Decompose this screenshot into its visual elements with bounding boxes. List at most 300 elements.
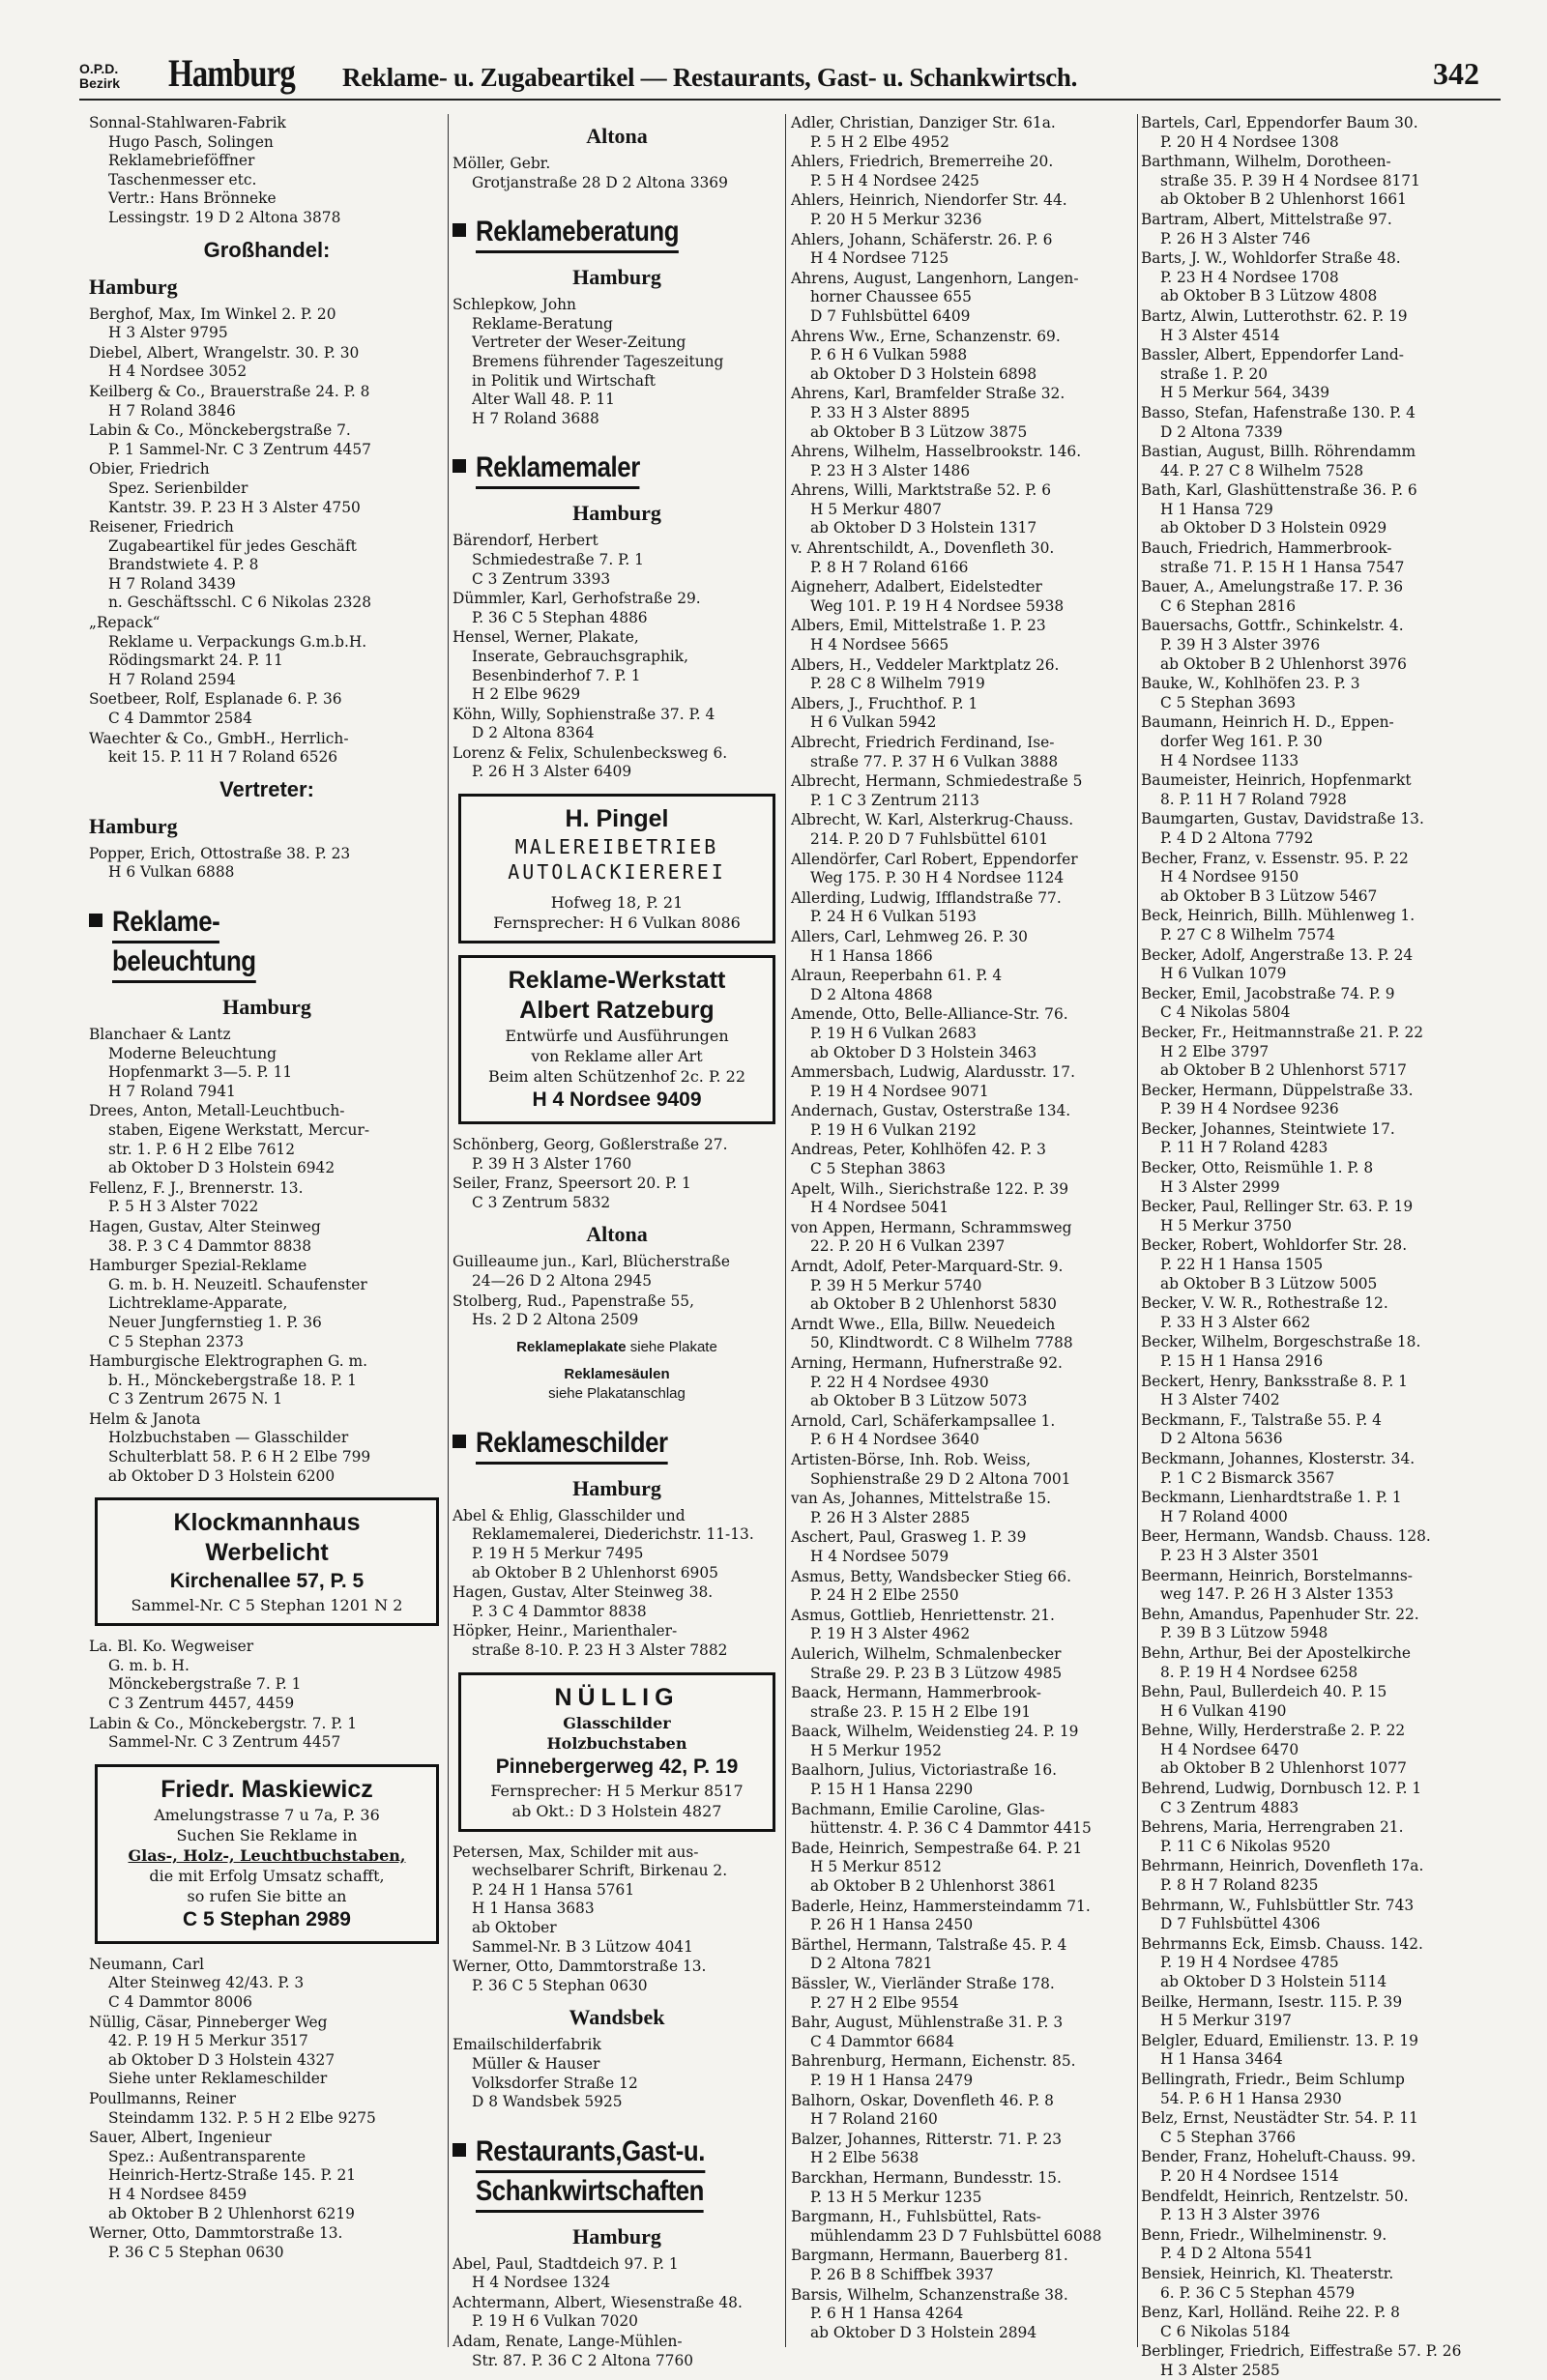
entry-name-line: Drees, Anton, Metall-Leuchtbuch- xyxy=(89,1102,345,1120)
directory-entry xyxy=(1141,114,1520,152)
entry-detail-line: P. 33 H 3 Alster 8895 xyxy=(810,403,971,421)
city-heading: Hamburg xyxy=(89,274,178,299)
directory-entry xyxy=(1141,1236,1520,1293)
directory-entry xyxy=(1141,1606,1520,1643)
entry-detail-line: Bremens führender Tageszeitung xyxy=(472,352,724,370)
ad-line: Albert Ratzeburg xyxy=(519,997,715,1025)
entry-name-line: Arnold, Carl, Schäferkampsallee 1. xyxy=(791,1411,1056,1430)
entry-detail-line: P. 1 Sammel-Nr. C 3 Zentrum 4457 xyxy=(108,440,371,458)
entry-name-line: Behn, Paul, Bullerdeich 40. P. 15 xyxy=(1141,1683,1387,1701)
entry-detail-line: ab Oktober B 2 Uhlenhorst 6219 xyxy=(108,2204,355,2222)
directory-entry xyxy=(89,614,445,689)
entry-detail-line: H 4 Nordsee 1133 xyxy=(1160,751,1299,769)
entry-detail-line: Str. 87. P. 36 C 2 Altona 7760 xyxy=(472,2351,694,2369)
directory-entry xyxy=(452,1958,781,1995)
page-number: 342 xyxy=(1433,56,1479,91)
entry-detail-line: H 3 Alster 2585 xyxy=(1160,2361,1280,2379)
directory-entry xyxy=(791,1936,1139,1974)
entry-detail-line: P. 20 H 4 Nordsee 1514 xyxy=(1160,2166,1339,2185)
entry-name-line: Hamburger Spezial-Reklame xyxy=(89,1257,307,1275)
entry-detail-line: H 5 Merkur 3750 xyxy=(1160,1216,1292,1234)
entry-name-line: Diebel, Albert, Wrangelstr. 30. P. 30 xyxy=(89,343,360,362)
entry-detail-line: in Politik und Wirtschaft xyxy=(472,371,656,390)
directory-entry xyxy=(89,1179,445,1217)
entry-name-line: Bellingrath, Friedr., Beim Schlump xyxy=(1141,2070,1405,2088)
directory-entry xyxy=(1141,578,1520,616)
directory-entry xyxy=(89,2090,445,2128)
directory-entry xyxy=(1141,1411,1520,1449)
entry-detail-line: ab Oktober D 3 Holstein 4327 xyxy=(108,2050,336,2069)
entry-detail-line: D 2 Altona 7821 xyxy=(810,1955,933,1973)
entry-name-line: Bärendorf, Herbert xyxy=(452,532,598,550)
ad-klockmannhaus xyxy=(95,1497,439,1626)
entry-name-line: Benz, Karl, Holländ. Reihe 22. P. 8 xyxy=(1141,2304,1400,2322)
directory-entry xyxy=(1141,2071,1520,2108)
directory-entry xyxy=(791,1801,1139,1839)
directory-entry xyxy=(791,2131,1139,2168)
entry-detail-line: P. 39 B 3 Lützow 5948 xyxy=(1160,1624,1328,1642)
entry-name-line: Bargmann, H., Fuhlsbüttel, Rats- xyxy=(791,2208,1041,2226)
entry-name-line: Werner, Otto, Dammtorstraße 13. xyxy=(89,2224,343,2243)
directory-entry xyxy=(1141,1722,1520,1779)
directory-entry xyxy=(791,1005,1139,1062)
directory-entry xyxy=(791,1723,1139,1760)
ad-line: Holzbuchstaben xyxy=(546,1733,687,1753)
entry-detail-line: H 1 Hansa 729 xyxy=(1160,500,1273,518)
ad-line: Glasschilder xyxy=(563,1713,671,1732)
ad-line: NÜLLIG xyxy=(554,1683,680,1711)
directory-entry xyxy=(791,1528,1139,1566)
entry-detail-line: P. 19 H 3 Alster 4962 xyxy=(810,1625,971,1643)
directory-entry xyxy=(791,1102,1139,1140)
entry-name-line: Behne, Willy, Herderstraße 2. P. 22 xyxy=(1141,1722,1406,1740)
entry-name-line: Bendfeldt, Heinrich, Rentzelstr. 50. xyxy=(1141,2187,1409,2205)
entry-detail-line: H 7 Roland 3688 xyxy=(472,409,599,427)
entry-detail-line: H 6 Vulkan 6888 xyxy=(108,863,235,882)
entry-detail-line: P. 11 H 7 Roland 4283 xyxy=(1160,1139,1328,1157)
directory-entry xyxy=(791,1412,1139,1450)
ad-line: C 5 Stephan 2989 xyxy=(183,1907,351,1930)
column-2 xyxy=(452,114,781,2369)
directory-entry xyxy=(791,656,1139,694)
entry-name-line: Achtermann, Albert, Wiesenstraße 48. xyxy=(452,2293,743,2311)
directory-entry xyxy=(791,481,1139,538)
entry-detail-line: Lichtreklame-Apparate, xyxy=(108,1294,288,1313)
city-heading: Altona xyxy=(586,1222,648,1247)
entry-detail-line: Spez.: Außentransparente xyxy=(108,2147,306,2165)
entry-detail-line: C 4 Nikolas 5804 xyxy=(1160,1003,1291,1022)
column-divider xyxy=(785,114,786,2347)
city-heading: Hamburg xyxy=(222,995,311,1019)
directory-entry xyxy=(452,2036,781,2111)
directory-entry xyxy=(89,383,445,421)
entry-name-line: Schönberg, Georg, Goßlerstraße 27. xyxy=(452,1136,728,1154)
directory-entry xyxy=(1141,771,1520,809)
entry-name-line: La. Bl. Ko. Wegweiser xyxy=(89,1638,254,1656)
entry-name-line: Popper, Erich, Ottostraße 38. P. 23 xyxy=(89,844,351,862)
directory-entry xyxy=(89,1102,445,1177)
ad-line: Fernsprecher: H 6 Vulkan 8086 xyxy=(493,914,741,933)
entry-detail-line: H 7 Roland 3439 xyxy=(108,574,236,593)
entry-name-line: Labin & Co., Mönckebergstraße 7. xyxy=(89,421,351,440)
section-reklameschilder xyxy=(452,1425,781,1465)
entry-detail-line: C 5 Stephan 3693 xyxy=(1160,693,1297,711)
directory-entry xyxy=(791,1684,1139,1722)
entry-detail-line: D 2 Altona 7339 xyxy=(1160,422,1283,441)
directory-entry xyxy=(89,1352,445,1409)
entry-name-line: Arndt Wwe., Ella, Billw. Neuedeich xyxy=(791,1315,1056,1333)
entry-detail-line: C 5 Stephan 3766 xyxy=(1160,2128,1297,2146)
entry-name-line: Nüllig, Cäsar, Pinneberger Weg xyxy=(89,2013,328,2031)
entry-detail-line: C 3 Zentrum 3393 xyxy=(472,569,611,588)
directory-entry xyxy=(1141,2342,1520,2380)
entry-name-line: Poullmanns, Reiner xyxy=(89,2089,237,2107)
entry-name-line: Berghof, Max, Im Winkel 2. P. 20 xyxy=(89,305,336,323)
entry-name-line: Emailschilderfabrik xyxy=(452,2036,601,2054)
entry-name-line: Baumeister, Heinrich, Hopfenmarkt xyxy=(1141,771,1412,790)
entry-detail-line: Hugo Pasch, Solingen xyxy=(108,132,274,151)
entry-name-line: Möller, Gebr. xyxy=(452,155,551,172)
entry-name-line: Becker, V. W. R., Rothestraße 12. xyxy=(1141,1294,1388,1313)
section-restaurants xyxy=(452,2133,781,2213)
directory-entry xyxy=(452,2255,781,2293)
entry-name-line: Behrmann, W., Fuhlsbüttler Str. 743 xyxy=(1141,1896,1415,1914)
ad-line: H 4 Nordsee 9409 xyxy=(532,1088,702,1112)
entry-detail-line: Straße 29. P. 23 B 3 Lützow 4985 xyxy=(810,1664,1063,1682)
directory-entry xyxy=(791,1258,1139,1315)
directory-entry xyxy=(791,191,1139,229)
directory-entry xyxy=(791,231,1139,269)
entry-detail-line: ab Oktober D 3 Holstein 6942 xyxy=(108,1159,336,1177)
entry-name-line: Bässler, W., Vierländer Straße 178. xyxy=(791,1975,1055,1992)
entry-detail-line: ab Oktober D 3 Holstein 6898 xyxy=(810,364,1037,383)
entry-detail-line: staben, Eigene Werkstatt, Mercur- xyxy=(108,1120,370,1139)
directory-entry xyxy=(1141,1818,1520,1856)
directory-entry xyxy=(791,2092,1139,2130)
entry-detail-line: Weg 101. P. 19 H 4 Nordsee 5938 xyxy=(810,596,1065,615)
entry-name-line: Becker, Adolf, Angerstraße 13. P. 24 xyxy=(1141,945,1414,964)
entry-name-line: Baack, Hermann, Hammerbrook- xyxy=(791,1684,1041,1702)
directory-entry xyxy=(1141,539,1520,577)
entry-name-line: Bahrenburg, Hermann, Eichenstr. 85. xyxy=(791,2052,1076,2071)
directory-entry xyxy=(791,1975,1139,2013)
entry-detail-line: straße 1. P. 20 xyxy=(1160,364,1269,383)
entry-name-line: Behrens, Maria, Herrengraben 21. xyxy=(1141,1818,1404,1837)
directory-entry xyxy=(452,1583,781,1621)
entry-name-line: Aschert, Paul, Grasweg 1. P. 39 xyxy=(791,1528,1027,1547)
entry-name-line: Dümmler, Karl, Gerhofstraße 29. xyxy=(452,590,701,608)
entry-name-line: Ahlers, Friedrich, Bremerreihe 20. xyxy=(791,153,1054,171)
ad-nuellig xyxy=(458,1672,775,1832)
entry-name-line: Andreas, Peter, Kohlhöfen 42. P. 3 xyxy=(791,1141,1046,1159)
directory-entry xyxy=(1141,1198,1520,1235)
entry-detail-line: 50, Klindtwordt. C 8 Wilhelm 7788 xyxy=(810,1334,1073,1352)
ad-line: Friedr. Maskiewicz xyxy=(161,1775,373,1803)
directory-entry xyxy=(1141,907,1520,944)
directory-entry xyxy=(89,460,445,517)
directory-entry xyxy=(791,1219,1139,1257)
entry-detail-line: H 1 Hansa 3683 xyxy=(472,1900,595,1918)
entry-name-line: Aulerich, Wilhelm, Schmalenbecker xyxy=(791,1644,1062,1663)
ad-pingel xyxy=(458,794,775,943)
section-bullet xyxy=(452,223,466,237)
entry-detail-line: P. 20 H 4 Nordsee 1308 xyxy=(1160,132,1339,151)
entry-detail-line: P. 5 H 3 Alster 7022 xyxy=(108,1198,259,1216)
entry-detail-line: P. 1 C 3 Zentrum 2113 xyxy=(810,791,979,809)
entry-name-line: Adam, Renate, Lange-Mühlen- xyxy=(452,2333,683,2351)
entry-detail-line: 6. P. 36 C 5 Stephan 4579 xyxy=(1160,2283,1356,2302)
directory-entry xyxy=(791,1180,1139,1218)
entry-name-line: Baderle, Heinz, Hammersteindamm 71. xyxy=(791,1897,1091,1915)
entry-detail-line: dorfer Weg 161. P. 30 xyxy=(1160,733,1323,750)
entry-name-line: Allendörfer, Carl Robert, Eppendorfer xyxy=(791,850,1078,868)
directory-entry xyxy=(1141,617,1520,674)
directory-entry xyxy=(1141,985,1520,1023)
directory-entry xyxy=(452,706,781,743)
entry-detail-line: P. 39 H 3 Alster 1760 xyxy=(472,1154,632,1173)
directory-entry xyxy=(1141,1024,1520,1081)
directory-entry xyxy=(791,617,1139,654)
directory-entry xyxy=(452,1175,781,1212)
entry-name-line: Aigneherr, Adalbert, Eidelstedter xyxy=(791,578,1042,596)
entry-detail-line: P. 19 H 4 Nordsee 9071 xyxy=(810,1082,989,1100)
entry-name-line: Balhorn, Oskar, Dovenfleth 46. P. 8 xyxy=(791,2091,1054,2109)
directory-entry xyxy=(1141,211,1520,248)
directory-entry xyxy=(1141,1333,1520,1371)
directory-entry xyxy=(89,690,445,728)
entry-detail-line: P. 22 H 4 Nordsee 4930 xyxy=(810,1373,989,1391)
entry-name-line: Behn, Arthur, Bei der Apostelkirche xyxy=(1141,1643,1411,1662)
entry-detail-line: ab Oktober D 3 Holstein 1317 xyxy=(810,519,1037,537)
entry-name-line: Barthmann, Wilhelm, Dorotheen- xyxy=(1141,153,1391,171)
entry-detail-line: P. 24 H 2 Elbe 2550 xyxy=(810,1586,959,1605)
entry-name-line: Berblinger, Friedrich, Eiffestraße 57. P. 26 xyxy=(1141,2342,1462,2361)
entry-detail-line: 38. P. 3 C 4 Dammtor 8838 xyxy=(108,1236,311,1255)
entry-name-line: Bartram, Albert, Mittelstraße 97. xyxy=(1141,210,1392,228)
directory-entry xyxy=(791,734,1139,771)
entry-name-line: Albrecht, W. Karl, Alsterkrug-Chauss. xyxy=(791,811,1074,829)
directory-entry xyxy=(1141,2109,1520,2147)
entry-name-line: Lorenz & Felix, Schulenbecksweg 6. xyxy=(452,743,728,762)
entry-name-line: Beckmann, Lienhardtstraße 1. P. 1 xyxy=(1141,1489,1402,1507)
entry-name-line: Becker, Paul, Rellinger Str. 63. P. 19 xyxy=(1141,1198,1414,1216)
entry-name-line: Belgler, Eduard, Emilienstr. 13. P. 19 xyxy=(1141,2031,1418,2049)
entry-name-line: Arning, Hermann, Hufnerstraße 92. xyxy=(791,1354,1063,1372)
entry-detail-line: H 4 Nordsee 5079 xyxy=(810,1547,949,1565)
entry-detail-line: Vertr.: Hans Brönneke xyxy=(108,189,277,208)
entry-name-line: Artisten-Börse, Inh. Rob. Weiss, xyxy=(791,1450,1032,1468)
directory-entry xyxy=(1141,1993,1520,2031)
entry-detail-line: H 4 Nordsee 1324 xyxy=(472,2274,611,2292)
entry-name-line: Hagen, Gustav, Alter Steinweg xyxy=(89,1217,321,1235)
column-divider xyxy=(448,114,449,2347)
entry-detail-line: H 4 Nordsee 9150 xyxy=(1160,868,1299,886)
directory-entry xyxy=(89,730,445,768)
entry-detail-line: H 2 Elbe 9629 xyxy=(472,685,581,704)
directory-entry xyxy=(89,2014,445,2089)
entry-name-line: Albrecht, Hermann, Schmiedestraße 5 xyxy=(791,772,1083,791)
entry-name-line: Guilleaume jun., Karl, Blücherstraße xyxy=(452,1253,730,1271)
vertreter-heading: Vertreter: xyxy=(219,776,314,801)
directory-entry xyxy=(1141,2032,1520,2070)
entry-detail-line: C 6 Stephan 2816 xyxy=(1160,596,1297,615)
directory-entry xyxy=(1141,2304,1520,2341)
entry-detail-line: P. 24 H 1 Hansa 5761 xyxy=(472,1880,635,1899)
entry-detail-line: H 4 Nordsee 3052 xyxy=(108,363,248,381)
entry-detail-line: ab Oktober B 2 Uhlenhorst 6905 xyxy=(472,1563,718,1582)
directory-entry xyxy=(1141,1450,1520,1488)
directory-entry xyxy=(452,1253,781,1291)
entry-name-line: Höpker, Heinr., Marienthaler- xyxy=(452,1622,678,1640)
directory-entry xyxy=(1141,810,1520,848)
directory-entry xyxy=(452,1622,781,1660)
directory-entry xyxy=(791,1316,1139,1353)
directory-entry xyxy=(452,155,781,192)
entry-detail-line: P. 3 C 4 Dammtor 8838 xyxy=(472,1602,647,1620)
entry-name-line: Hensel, Werner, Plakate, xyxy=(452,628,639,647)
entry-detail-line: ab Oktober B 2 Uhlenhorst 5830 xyxy=(810,1295,1057,1314)
directory-entry xyxy=(791,1607,1139,1644)
directory-entry xyxy=(1141,1082,1520,1119)
entry-detail-line: H 6 Vulkan 5942 xyxy=(810,713,937,732)
entry-detail-line: P. 20 H 5 Merkur 3236 xyxy=(810,210,982,228)
entry-name-line: Andernach, Gustav, Osterstraße 134. xyxy=(791,1102,1071,1120)
directory-entry xyxy=(1141,1567,1520,1605)
directory-entry xyxy=(1141,1489,1520,1526)
entry-name-line: Allers, Carl, Lehmweg 26. P. 30 xyxy=(791,927,1028,945)
entry-name-line: Reisener, Friedrich xyxy=(89,518,234,537)
entry-detail-line: D 8 Wandsbek 5925 xyxy=(472,2093,623,2111)
entry-name-line: Apelt, Wilh., Sierichstraße 122. P. 39 xyxy=(791,1179,1068,1198)
entry-name-line: Ahrens, August, Langenhorn, Langen- xyxy=(791,269,1079,287)
directory-entry xyxy=(452,628,781,704)
cross-reference: Reklamesäulen siehe Plakatanschlag xyxy=(548,1365,686,1402)
entry-name-line: Bartz, Alwin, Lutterothstr. 62. P. 19 xyxy=(1141,306,1408,325)
entry-name-line: Labin & Co., Mönckebergstr. 7. P. 1 xyxy=(89,1714,358,1732)
directory-entry xyxy=(1141,1897,1520,1934)
entry-detail-line: P. 39 H 4 Nordsee 9236 xyxy=(1160,1100,1339,1118)
entry-name-line: Sonnal-Stahlwaren-Fabrik xyxy=(89,114,286,131)
directory-entry xyxy=(89,2129,445,2223)
entry-detail-line: P. 19 H 6 Vulkan 7020 xyxy=(472,2312,638,2331)
entry-detail-line: wechselbarer Schrift, Birkenau 2. xyxy=(472,1862,728,1880)
directory-entry xyxy=(1141,1780,1520,1817)
entry-detail-line: P. 22 H 1 Hansa 1505 xyxy=(1160,1256,1324,1274)
entry-detail-line: straße 23. P. 15 H 2 Elbe 191 xyxy=(810,1702,1032,1721)
entry-name-line: Barts, J. W., Wohldorfer Straße 48. xyxy=(1141,249,1401,268)
directory-entry xyxy=(1141,675,1520,712)
directory-entry xyxy=(1141,2188,1520,2225)
directory-entry xyxy=(1141,249,1520,306)
directory-entry xyxy=(452,2333,781,2370)
entry-name-line: Belz, Ernst, Neustädter Str. 54. P. 11 xyxy=(1141,2109,1418,2128)
city-heading: Altona xyxy=(586,124,648,148)
entry-name-line: Petersen, Max, Schilder mit aus- xyxy=(452,1843,699,1861)
entry-detail-line: P. 4 D 2 Altona 5541 xyxy=(1160,2245,1314,2263)
entry-name-line: Sauer, Albert, Ingenieur xyxy=(89,2129,272,2147)
entry-detail-line: P. 23 H 3 Alster 3501 xyxy=(1160,1546,1321,1564)
header-city: Hamburg xyxy=(168,51,295,95)
directory-entry xyxy=(89,1218,445,1256)
directory-entry xyxy=(1141,946,1520,984)
entry-detail-line: P. 8 H 7 Roland 8235 xyxy=(1160,1876,1319,1895)
directory-entry xyxy=(1141,1527,1520,1565)
entry-name-line: Hamburgische Elektrographen G. m. xyxy=(89,1352,367,1371)
entry-detail-line: Moderne Beleuchtung xyxy=(108,1044,277,1062)
directory-entry xyxy=(791,1761,1139,1799)
entry-name-line: Becker, Otto, Reismühle 1. P. 8 xyxy=(1141,1159,1374,1177)
section-title: Reklameberatung xyxy=(476,214,679,253)
entry-name-line: Behrmanns Eck, Eimsb. Chauss. 142. xyxy=(1141,1934,1423,1953)
entry-detail-line: ab Oktober B 3 Lützow 5073 xyxy=(810,1392,1028,1410)
section-bullet xyxy=(452,1435,466,1448)
entry-name-line: Abel, Paul, Stadtdeich 97. P. 1 xyxy=(452,2254,679,2273)
directory-entry xyxy=(89,845,445,883)
entry-detail-line: H 2 Elbe 3797 xyxy=(1160,1042,1270,1060)
entry-detail-line: P. 36 C 5 Stephan 0630 xyxy=(472,1976,648,1994)
directory-entry xyxy=(89,114,445,228)
entry-detail-line: Steindamm 132. P. 5 H 2 Elbe 9275 xyxy=(108,2108,376,2127)
entry-detail-line: Kantstr. 39. P. 23 H 3 Alster 4750 xyxy=(108,498,361,516)
directory-entry xyxy=(1141,481,1520,538)
entry-detail-line: ab Oktober B 2 Uhlenhorst 3861 xyxy=(810,1877,1057,1896)
entry-name-line: Baumgarten, Gustav, Davidstraße 13. xyxy=(1141,810,1424,828)
entry-detail-line: H 6 Vulkan 1079 xyxy=(1160,965,1287,983)
ad-line: Fernsprecher: H 5 Merkur 8517 xyxy=(490,1781,744,1800)
entry-detail-line: ab Oktober B 3 Lützow 5005 xyxy=(1160,1274,1378,1292)
entry-detail-line: C 4 Dammtor 8006 xyxy=(108,1993,252,2011)
entry-detail-line: ab Oktober B 2 Uhlenhorst 1661 xyxy=(1160,190,1407,209)
entry-name-line: Soetbeer, Rolf, Esplanade 6. P. 36 xyxy=(89,690,342,709)
directory-entry xyxy=(791,928,1139,966)
ad-line: Kirchenallee 57, P. 5 xyxy=(169,1570,365,1593)
entry-detail-line: Spez. Serienbilder xyxy=(108,479,248,497)
entry-detail-line: P. 6 H 1 Hansa 4264 xyxy=(810,2305,964,2323)
directory-entry xyxy=(791,2286,1139,2343)
entry-name-line: Fellenz, F. J., Brennerstr. 13. xyxy=(89,1178,304,1197)
entry-detail-line: H 3 Alster 7402 xyxy=(1160,1391,1280,1409)
directory-entry xyxy=(791,1645,1139,1683)
entry-detail-line: H 3 Alster 9795 xyxy=(108,324,228,342)
entry-detail-line: ab Oktober D 3 Holstein 2894 xyxy=(810,2323,1037,2341)
directory-entry xyxy=(791,1568,1139,1606)
directory-entry xyxy=(791,328,1139,385)
entry-detail-line: Müller & Hauser xyxy=(472,2054,600,2073)
entry-detail-line: Taschenmesser etc. xyxy=(108,170,257,189)
opd-label: O.P.D. Bezirk xyxy=(79,61,121,91)
entry-detail-line: P. 23 H 3 Alster 1486 xyxy=(810,461,971,479)
entry-detail-line: Sammel-Nr. B 3 Lützow 4041 xyxy=(472,1937,693,1956)
entry-detail-line: Hs. 2 D 2 Altona 2509 xyxy=(472,1311,639,1329)
entry-name-line: Bauersachs, Gottfr., Schinkelstr. 4. xyxy=(1141,617,1404,635)
entry-name-line: Bassler, Albert, Eppendorfer Land- xyxy=(1141,346,1404,364)
entry-detail-line: Reklamemalerei, Diederichstr. 11-13. xyxy=(472,1525,754,1544)
entry-name-line: Seiler, Franz, Speersort 20. P. 1 xyxy=(452,1175,691,1193)
directory-entry xyxy=(791,578,1139,616)
directory-entry xyxy=(452,296,781,428)
entry-detail-line: D 2 Altona 5636 xyxy=(1160,1430,1283,1448)
entry-name-line: Bachmann, Emilie Caroline, Glas- xyxy=(791,1800,1045,1818)
entry-detail-line: 8. P. 11 H 7 Roland 7928 xyxy=(1160,790,1347,808)
directory-entry xyxy=(791,539,1139,577)
entry-name-line: Beilke, Hermann, Isestr. 115. P. 39 xyxy=(1141,1992,1403,2011)
entry-detail-line: P. 24 H 6 Vulkan 5193 xyxy=(810,908,977,926)
section-title: Restaurants,Gast-u. Schankwirtschaften xyxy=(476,2133,705,2213)
entry-detail-line: H 5 Merkur 564, 3439 xyxy=(1160,384,1330,402)
city-heading: Hamburg xyxy=(572,1475,661,1500)
entry-detail-line: C 3 Zentrum 4457, 4459 xyxy=(108,1695,295,1713)
entry-detail-line: Inserate, Gebrauchsgraphik, xyxy=(472,647,689,665)
